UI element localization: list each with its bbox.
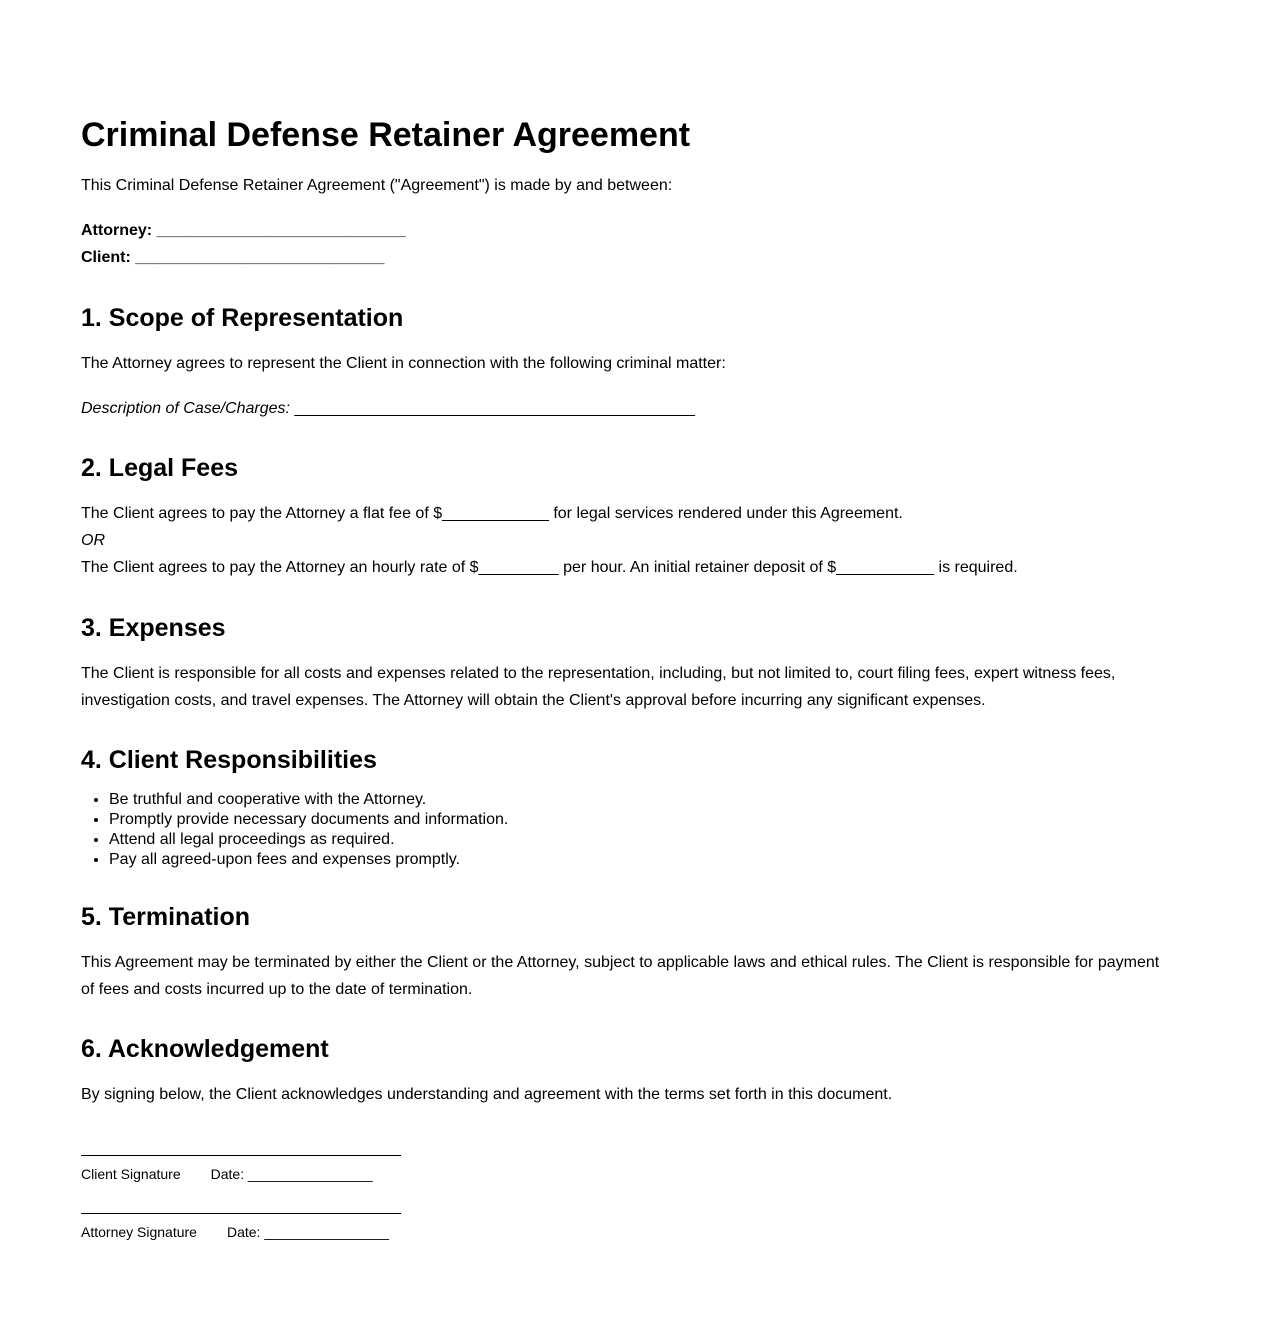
flat-fee-suffix: for legal services rendered under this Agreement. [548,505,903,522]
case-description-label: Description of Case/Charges: [81,400,290,417]
or-label: OR [81,532,105,549]
client-signature-label: Client Signature [81,1166,181,1182]
section-heading-legal-fees: 2. Legal Fees [81,454,239,482]
client-date-label: Date: [210,1166,245,1182]
hourly-middle: per hour. An initial retainer deposit of $ [558,559,837,576]
hourly-prefix: The Client agrees to pay the Attorney an hourly rate of $ [81,559,479,576]
document-title: Criminal Defense Retainer Agreement [81,116,691,154]
responsibilities-list [81,790,508,870]
case-description-blank[interactable]: _____________________________________________ [294,400,695,417]
legal-fees-block [81,500,1018,581]
attorney-signature-label: Attorney Signature [81,1224,197,1240]
client-date-blank[interactable]: ________________ [247,1166,373,1182]
list-item: • Be truthful and cooperative with the Attorney. [109,790,508,810]
hourly-rate-blank[interactable]: _________ [478,559,559,576]
flat-fee-prefix: The Client agrees to pay the Attorney a flat fee of $ [81,505,443,522]
attorney-blank[interactable]: ____________________________ [156,222,406,239]
section-heading-expenses: 3. Expenses [81,614,226,642]
section-heading-termination: 5. Termination [81,903,251,931]
attorney-label: Attorney: [81,222,153,239]
case-description-field [81,395,695,422]
attorney-date-label: Date: [226,1224,261,1240]
attorney-signature-line[interactable] [81,1213,401,1214]
attorney-date-blank[interactable]: ________________ [264,1224,389,1240]
expenses-paragraph: The Client is responsible for all costs and expenses related to the representation, including, but not limited to, court filing fees, expert witness fees, investigation costs, and travel expenses. The Attorney will obtain the Client's approval before incurring any significant expenses. [81,665,1116,709]
hourly-suffix: is required. [934,559,1018,576]
scope-paragraph: The Attorney agrees to represent the Client in connection with the following criminal matter: [81,355,726,372]
section-heading-scope: 1. Scope of Representation [81,304,404,332]
section-heading-client-responsibilities: 4. Client Responsibilities [81,746,377,774]
list-item: • Attend all legal proceedings as required. [109,830,508,850]
list-item: • Promptly provide necessary documents and information. [109,810,508,830]
attorney-signature-block [81,1223,389,1241]
parties-block [81,217,406,271]
list-item: • Pay all agreed-upon fees and expenses promptly. [109,850,508,870]
client-blank[interactable]: ____________________________ [135,249,385,266]
client-field [81,244,406,271]
termination-paragraph: This Agreement may be terminated by either the Client or the Attorney, subject to applicable laws and ethical rules. The Client is responsible for payment of fees and costs incurred up to the date of termination. [81,954,1160,998]
flat-fee-blank[interactable]: ____________ [442,505,549,522]
flat-fee-line [81,500,1018,527]
client-label: Client: [81,249,131,266]
client-signature-block [81,1165,373,1183]
retainer-deposit-blank[interactable]: ___________ [836,559,935,576]
client-signature-line[interactable] [81,1155,401,1156]
hourly-rate-line [81,554,1018,581]
attorney-field [81,217,406,244]
intro-paragraph: This Criminal Defense Retainer Agreement ("Agreement") is made by and between: [81,177,673,194]
acknowledgement-paragraph: By signing below, the Client acknowledges understanding and agreement with the terms set forth in this document. [81,1086,893,1103]
section-heading-acknowledgement: 6. Acknowledgement [81,1035,329,1063]
